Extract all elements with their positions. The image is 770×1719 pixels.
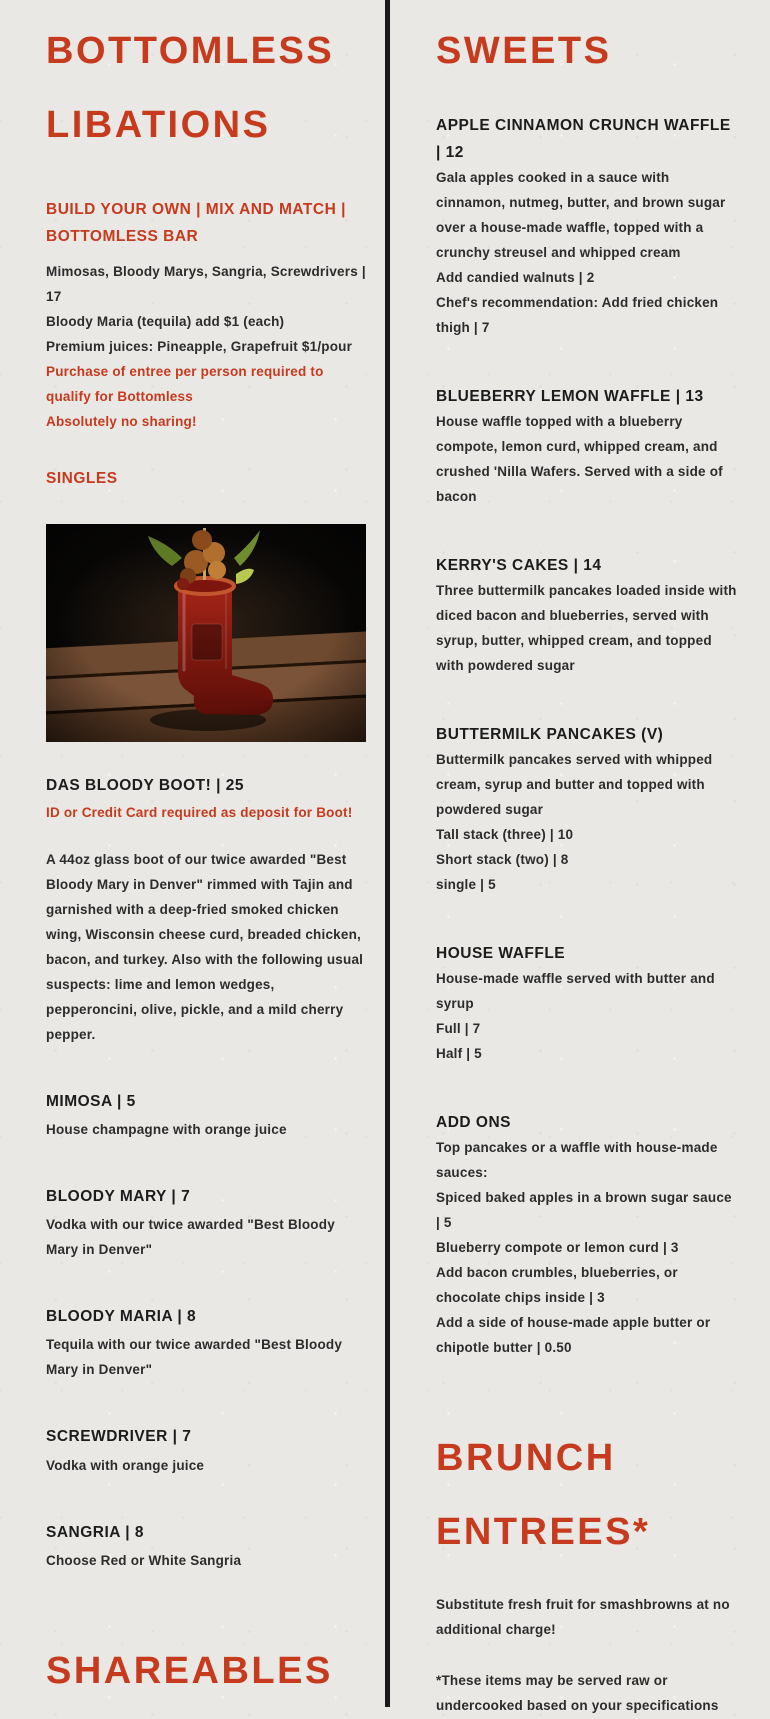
item-description: Buttermilk pancakes served with whipped cream, syrup and butter and topped with powdered sugar (436, 752, 713, 818)
left-column (46, 14, 366, 1719)
menu-item-apple-cinnamon-crunch-waffle (436, 112, 738, 341)
menu-item-bloody-mary (46, 1183, 366, 1263)
item-title: BLUEBERRY LEMON WAFFLE | 13 (436, 388, 704, 406)
item-title: SANGRIA | 8 (46, 1523, 144, 1541)
item-option: Add bacon crumbles, blueberries, or chocolate chips inside | 3 (436, 1265, 678, 1305)
menu-item-buttermilk-pancakes (436, 721, 738, 898)
menu-item-bloody-maria (46, 1303, 366, 1383)
item-description: House waffle topped with a blueberry compote, lemon curd, whipped cream, and crushed 'Nilla Wafers. Served with a side of bacon (436, 414, 723, 505)
build-your-own-heading: BUILD YOUR OWN | MIX AND MATCH | BOTTOMLESS BAR (46, 201, 346, 246)
item-description: Top pancakes or a waffle with house-made sauces: (436, 1140, 718, 1181)
brunch-substitution-note: Substitute fresh fruit for smashbrowns at no additional charge! (436, 1597, 730, 1638)
item-description: House-made waffle served with butter and syrup (436, 971, 715, 1012)
build-your-own-section (46, 196, 366, 435)
item-description: Gala apples cooked in a sauce with cinnamon, nutmeg, butter, and brown sugar over a house-made waffle, topped with a crunchy streusel and whipped cream (436, 170, 726, 261)
item-option: Spiced baked apples in a brown sugar sauce | 5 (436, 1190, 732, 1231)
item-description: Three buttermilk pancakes loaded inside with diced bacon and blueberries, served with syrup, butter, whipped cream, and topped with powdered sugar (436, 583, 737, 674)
policy-note: Purchase of entree per person required to qualify for Bottomless (46, 364, 324, 405)
item-title: KERRY'S CAKES | 14 (436, 557, 602, 575)
boot-drink-illustration (46, 524, 366, 742)
menu-item-kerrys-cakes (436, 552, 738, 679)
item-addon: Chef's recommendation: Add fried chicken thigh | 7 (436, 295, 719, 336)
menu-item-add-ons (436, 1109, 738, 1361)
item-title: HOUSE WAFFLE (436, 945, 566, 963)
section-title-shareables: SHAREABLES (46, 1649, 333, 1692)
item-option: Full | 7 (436, 1021, 481, 1037)
menu-item-house-waffle (436, 940, 738, 1067)
item-description: Tequila with our twice awarded "Best Bloody Mary in Denver" (46, 1337, 343, 1378)
menu-line: Bloody Maria (tequila) add $1 (each) (46, 314, 285, 330)
right-column (436, 14, 738, 1719)
menu-item-mimosa (46, 1088, 366, 1143)
menu-line: Premium juices: Pineapple, Grapefruit $1/pour (46, 339, 353, 355)
item-title: SCREWDRIVER | 7 (46, 1428, 192, 1446)
item-title: BUTTERMILK PANCAKES (V) (436, 726, 664, 744)
raw-food-disclaimer: *These items may be served raw or undercooked based on your specifications (436, 1673, 719, 1713)
menu-item-das-bloody-boot (46, 772, 366, 1048)
item-title: BLOODY MARIA | 8 (46, 1308, 197, 1326)
item-description: Choose Red or White Sangria (46, 1552, 242, 1568)
item-title: MIMOSA | 5 (46, 1093, 136, 1111)
item-option: Short stack (two) | 8 (436, 852, 569, 868)
item-option: Half | 5 (436, 1046, 482, 1062)
item-title: ADD ONS (436, 1114, 511, 1132)
menu-item-sangria (46, 1519, 366, 1574)
item-addon: Add candied walnuts | 2 (436, 270, 595, 286)
section-title-sweets: SWEETS (436, 30, 612, 72)
section-title-bottomless-libations: BOTTOMLESS LIBATIONS (46, 30, 335, 147)
item-title: BLOODY MARY | 7 (46, 1188, 191, 1206)
item-title: APPLE CINNAMON CRUNCH WAFFLE | 12 (436, 117, 731, 162)
singles-heading: SINGLES (46, 470, 118, 488)
item-description: Vodka with our twice awarded "Best Bloody Mary in Denver" (46, 1217, 335, 1258)
item-option: Tall stack (three) | 10 (436, 827, 574, 843)
item-option: Add a side of house-made apple butter or chipotle butter | 0.50 (436, 1314, 711, 1355)
policy-note: Absolutely no sharing! (46, 414, 197, 430)
deposit-note: ID or Credit Card required as deposit for Boot! (46, 805, 353, 821)
item-option: Blueberry compote or lemon curd | 3 (436, 1240, 679, 1256)
menu-item-blueberry-lemon-waffle (436, 383, 738, 510)
section-title-brunch-entrees: BRUNCH ENTREES* (436, 1436, 651, 1553)
item-description: House champagne with orange juice (46, 1122, 287, 1138)
item-title: DAS BLOODY BOOT! | 25 (46, 777, 244, 795)
item-description: A 44oz glass boot of our twice awarded "Best Bloody Mary in Denver" rimmed with Tajin and garnished with a deep-fried smoked chicken wing, Wisconsin cheese curd, breaded chicken, bacon, and turkey. Also with the following usual suspects: lime and lemon wedges, pepperoncini, olive, pickle, and a mild cherry pepper. (46, 852, 364, 1043)
item-option: single | 5 (436, 877, 496, 893)
item-description: Vodka with orange juice (46, 1457, 205, 1473)
menu-line: Mimosas, Bloody Marys, Sangria, Screwdrivers | 17 (46, 264, 366, 305)
bloody-boot-photo (46, 524, 366, 742)
column-divider (385, 0, 390, 1707)
build-your-own-body (46, 260, 366, 435)
menu-item-screwdriver (46, 1423, 366, 1478)
